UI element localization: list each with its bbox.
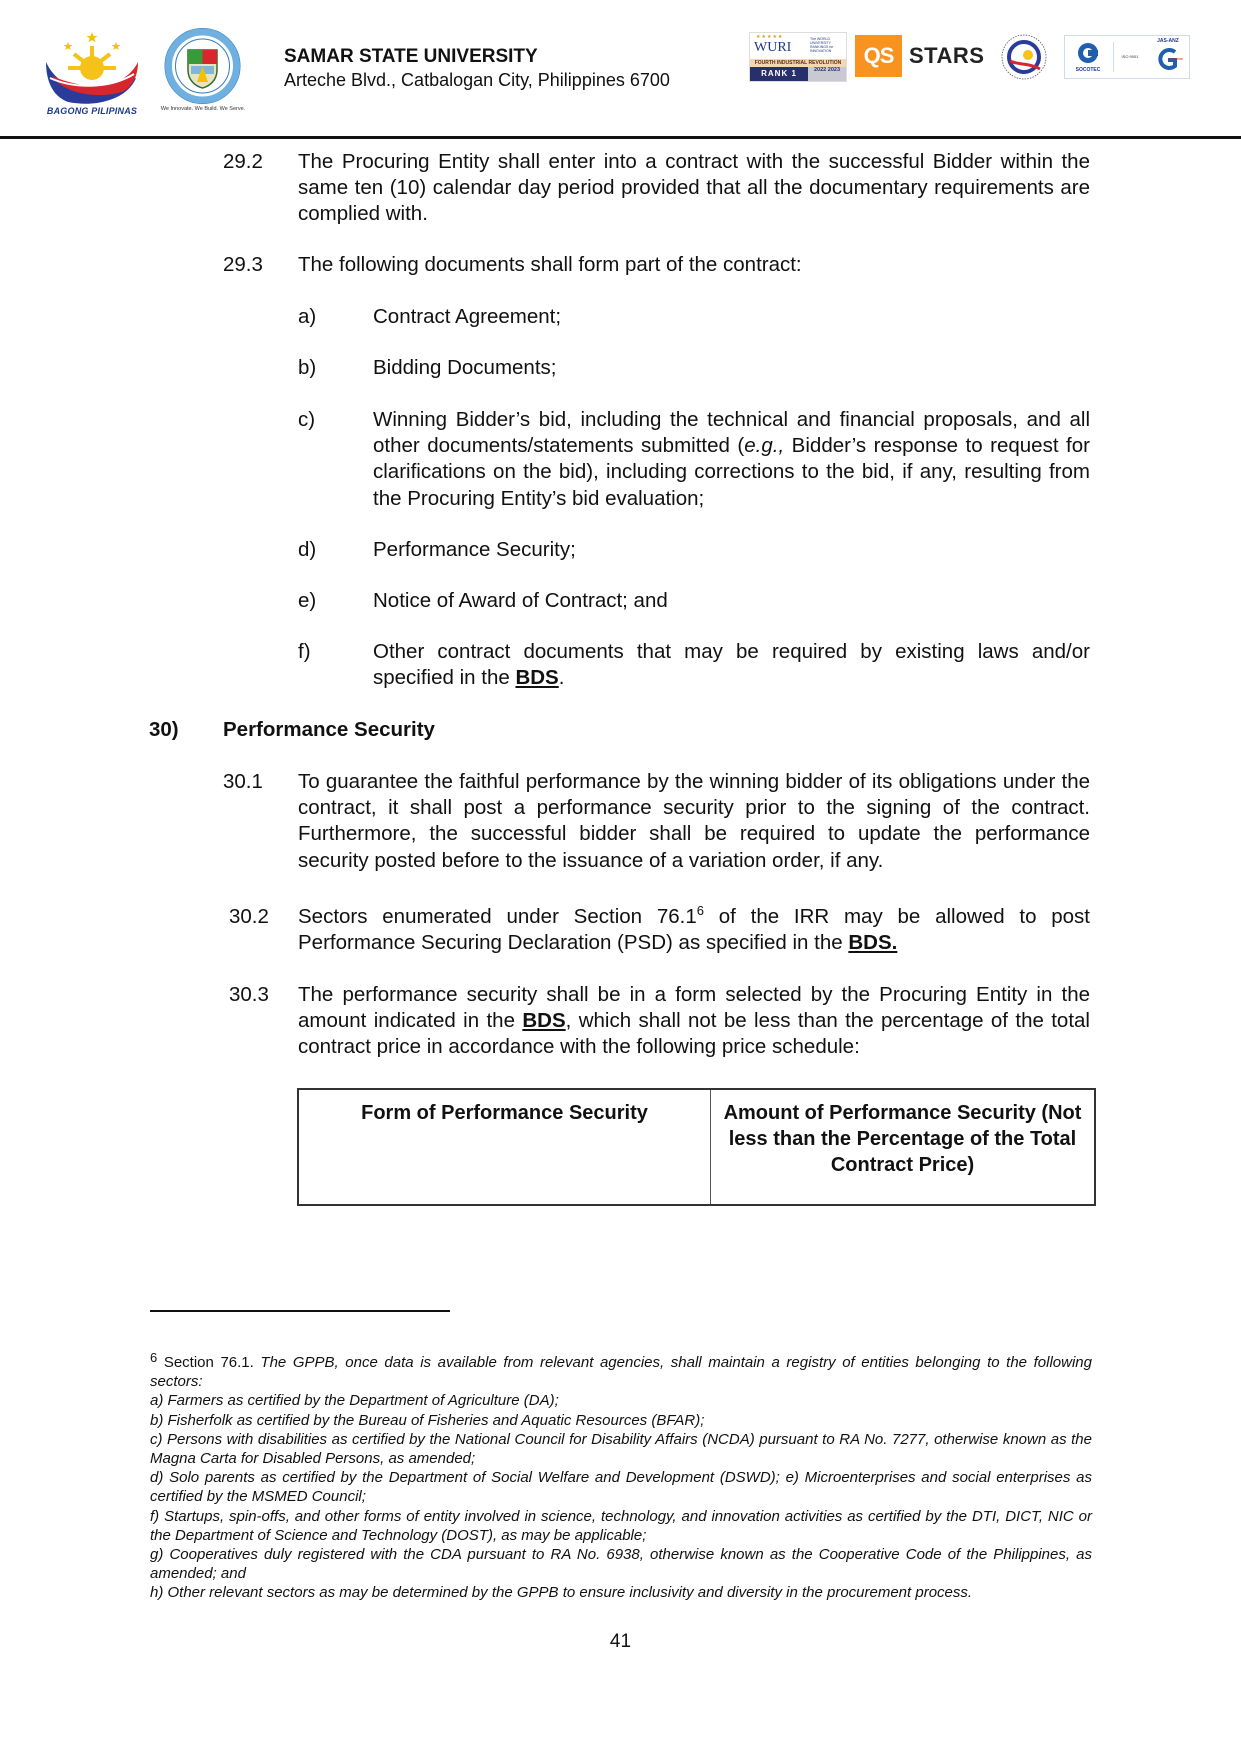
footnote-line: c) Persons with disabilities as certified by the National Council for Disability Affairs (NCDA) pursuant to RA No. 7277, otherwise known as the Magna Carta for Disabled Persons, as amended; — [150, 1430, 1092, 1468]
bds-reference: BDS — [522, 1009, 566, 1033]
iso-9001-label: ISO 9001 — [1113, 42, 1146, 72]
list-item: Contract Agreement; — [373, 305, 562, 328]
socotec-icon — [1069, 38, 1107, 68]
ssu-seal-logo — [155, 28, 250, 118]
bagong-pilipinas-emblem-icon — [38, 28, 146, 106]
footnote-intro: $^6$ Section 76.1. The GPPB, once data is available from relevant agencies, shall maintain a registry of entities belonging to the following sectors: — [150, 1350, 1092, 1391]
footnote-line: b) Fisherfolk as certified by the Bureau of Fisheries and Aquatic Resources (BFAR); — [150, 1411, 705, 1429]
header-divider — [0, 136, 1241, 139]
quality-award-icon — [1000, 33, 1048, 81]
footnote-line: g) Cooperatives duly registered with the CDA pursuant to RA No. 6938, otherwise known as the Cooperative Code of the Philippines, as amended; and — [150, 1546, 1092, 1583]
wuri-word: WURI — [754, 40, 792, 55]
eg-abbrev: e.g., — [744, 434, 785, 458]
university-address: Arteche Blvd., Catbalogan City, Philippines 6700 — [284, 70, 670, 90]
clause-number: 30.2 — [229, 905, 269, 928]
footnote-line: a) Farmers as certified by the Department of Agriculture (DA); — [150, 1392, 559, 1410]
list-label: b) — [298, 356, 317, 379]
clause-30-2-text: Sectors enumerated under Section 76.1$^6$ of the IRR may be allowed to post Performance Securing Declaration (PSD) as specified in the BDS. — [298, 903, 1090, 955]
list-item: Notice of Award of Contract; and — [373, 589, 668, 612]
list-label: f) — [298, 640, 311, 663]
clause-number: 30.3 — [229, 983, 269, 1006]
bds-reference: BDS. — [848, 931, 898, 955]
socotec-logo: SOCOTEC — [1069, 38, 1107, 76]
section-title: Performance Security — [223, 718, 435, 741]
performance-security-table — [297, 1088, 1096, 1206]
letterhead — [0, 0, 1241, 138]
clause-number: 29.2 — [223, 150, 263, 173]
page-number: 41 — [609, 1631, 632, 1652]
university-name: SAMAR STATE UNIVERSITY — [284, 46, 538, 67]
list-item: Performance Security; — [373, 538, 576, 561]
star-icon: ★★★★★ — [756, 34, 784, 40]
university-seal-icon — [155, 28, 250, 106]
list-label: c) — [298, 408, 316, 431]
socotec-iso-badge — [1064, 35, 1190, 79]
qs-logo-mark: QS — [855, 35, 902, 77]
table-header-form: Form of Performance Security — [299, 1090, 711, 1204]
bagong-pilipinas-text: BAGONG PILIPINAS — [46, 106, 138, 116]
wuri-badge — [749, 32, 847, 82]
list-label: a) — [298, 305, 317, 328]
clause-number: 29.3 — [223, 253, 263, 276]
clause-30-1-text: To guarantee the faithful performance by the winning bidder of its obligations under the contract, it shall post a performance security prior to the signing of the contract. Furthermore, the successful bidder shall be required to update the performance security posted before to the issuance of a variation order, if any. — [298, 770, 1090, 872]
clause-29-2-text: The Procuring Entity shall enter into a contract with the successful Bidder within the same ten (10) calendar day period provided that all the documentary requirements are complied with. — [298, 150, 1090, 226]
list-item: Winning Bidder’s bid, including the technical and financial proposals, and all other documents/statements submitted (e.g., Bidder’s response to request for clarifications on the bid), including corrections to the bid, if any, resulting from the Procuring Entity’s bid evaluation; — [373, 408, 1090, 510]
footnote-line: d) Solo parents as certified by the Department of Social Welfare and Development (DSWD); e) Microenterprises and social enterprises as certified by the MSMED Council; — [150, 1469, 1092, 1506]
qs-stars-text: STARS — [909, 43, 985, 68]
wuri-caption: The WORLD UNIVERSITY RANKINGS for INNOVATION — [810, 37, 834, 53]
table-header-amount: Amount of Performance Security (Not less than the Percentage of the Total Contract Price) — [723, 1102, 1082, 1176]
bds-reference: BDS — [515, 666, 559, 690]
footnote-6 — [150, 1350, 1092, 1603]
wuri-years: 2022 2023 — [808, 67, 846, 81]
clause-number: 30.1 — [223, 770, 263, 793]
footnote-separator — [150, 1310, 450, 1312]
wuri-band: FOURTH INDUSTRIAL REVOLUTION — [750, 59, 846, 67]
clause-30-3-text: The performance security shall be in a form selected by the Procuring Entity in the amount indicated in the BDS, which shall not be less than the percentage of the total contract price in accordance with the following price schedule: — [298, 983, 1090, 1059]
list-label: d) — [298, 538, 317, 561]
section-number: 30) — [149, 718, 179, 741]
ssu-tagline: We Innovate. We Build. We Serve. — [160, 106, 246, 112]
list-label: e) — [298, 589, 317, 612]
footnote-line: h) Other relevant sectors as may be determined by the GPPB to ensure inclusivity and diversity in the procurement process. — [150, 1584, 973, 1602]
clause-29-3-text: The following documents shall form part of the contract: — [298, 253, 802, 276]
footnote-marker: 6 — [150, 1350, 158, 1365]
footnote-reference[interactable]: 6 — [696, 903, 704, 918]
list-item: Bidding Documents; — [373, 356, 557, 379]
wuri-rank: RANK 1 — [750, 67, 808, 81]
list-item: Other contract documents that may be required by existing laws and/or specified in the BDS. — [373, 640, 1090, 690]
footnote-line: f) Startups, spin-offs, and other forms of entity involved in science, technology, and innovation activities as certified by the DTI, DICT, NIC or the Department of Science and Technology (DOST), as may be applicable; — [150, 1507, 1092, 1544]
bagong-pilipinas-logo — [38, 28, 146, 118]
jas-anz-logo: JAS-ANZ — [1151, 38, 1185, 76]
philippine-quality-award-logo — [1000, 33, 1048, 81]
